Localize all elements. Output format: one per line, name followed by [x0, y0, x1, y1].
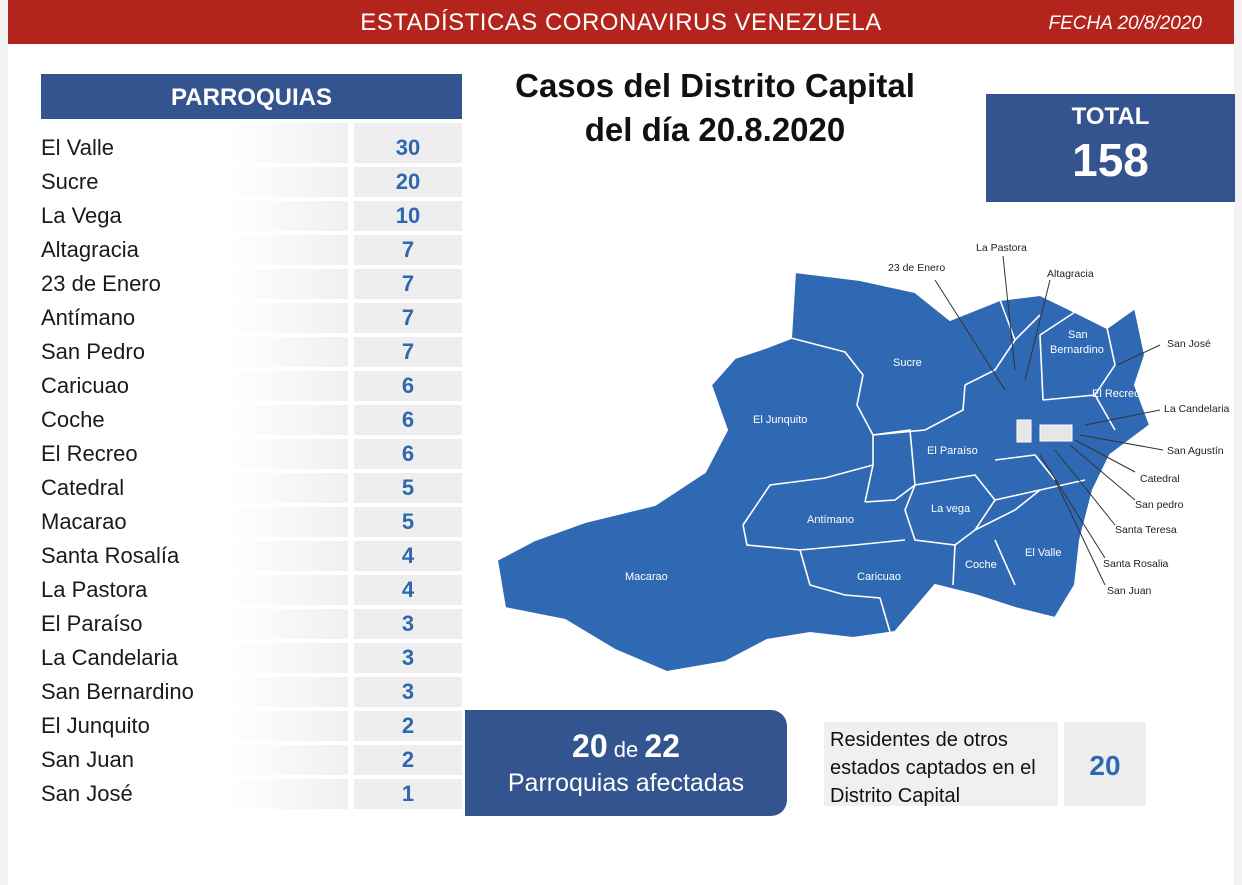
- table-row: [41, 199, 462, 233]
- total-box: [986, 94, 1235, 202]
- header-date: FECHA 20/8/2020: [1048, 13, 1202, 34]
- table-row: [41, 777, 462, 811]
- parish-cases: 7: [354, 269, 462, 299]
- map-shape: [497, 272, 1150, 672]
- map-label-coche: Coche: [965, 559, 997, 571]
- parish-name: Santa Rosalía: [41, 543, 180, 568]
- table-row: [41, 709, 462, 743]
- parish-cases: 10: [354, 201, 462, 231]
- parish-name: El Recreo: [41, 441, 138, 466]
- parish-name: La Candelaria: [41, 645, 178, 670]
- map-label-macarao: Macarao: [625, 571, 668, 583]
- map-label-la-pastora: La Pastora: [976, 242, 1027, 254]
- parish-name: Coche: [41, 407, 105, 432]
- residents-value: 20: [1064, 722, 1146, 806]
- parish-cases: 2: [354, 711, 462, 741]
- page-title: [480, 64, 950, 152]
- table-row: [41, 403, 462, 437]
- parish-name: La Vega: [41, 203, 122, 228]
- map-label-san-bernardino-2: Bernardino: [1050, 344, 1104, 356]
- parish-cases: 6: [354, 439, 462, 469]
- total-value: 158: [1072, 134, 1149, 186]
- parish-name: San Pedro: [41, 339, 145, 364]
- parish-name: El Valle: [41, 135, 114, 160]
- affected-total: 22: [644, 728, 680, 764]
- parish-name: 23 de Enero: [41, 271, 161, 296]
- parish-cases: 3: [354, 643, 462, 673]
- parish-cases: 1: [354, 779, 462, 809]
- map-label-catedral: Catedral: [1140, 473, 1180, 485]
- catedral-area: [1017, 420, 1031, 442]
- map-label-santa-teresa: Santa Teresa: [1115, 524, 1177, 536]
- parish-cases: 30: [354, 123, 462, 163]
- map-label-altagracia: Altagracia: [1047, 268, 1094, 280]
- map-label-el-valle: El Valle: [1025, 547, 1062, 559]
- map-label-san-jose: San José: [1167, 338, 1211, 350]
- table-row: [41, 471, 462, 505]
- parish-cases: 6: [354, 371, 462, 401]
- map-label-santa-rosalia: Santa Rosalia: [1103, 558, 1169, 570]
- residents-line1: Residentes de otros: [830, 729, 1008, 751]
- table-row: [41, 675, 462, 709]
- parish-cases: 7: [354, 235, 462, 265]
- map-label-san-pedro: San pedro: [1135, 499, 1184, 511]
- parish-cases: 5: [354, 473, 462, 503]
- table-row: [41, 233, 462, 267]
- map-label-el-junquito: El Junquito: [753, 414, 808, 426]
- parish-cases: 2: [354, 745, 462, 775]
- parish-name: Catedral: [41, 475, 125, 500]
- map-label-el-recreo: El Recreo: [1092, 388, 1141, 400]
- table-row: [41, 573, 462, 607]
- total-label: TOTAL: [1071, 103, 1150, 130]
- affected-label: Parroquias afectadas: [507, 769, 745, 797]
- map-label-la-vega: La vega: [931, 503, 971, 515]
- table-row: [41, 121, 462, 165]
- parishes-map: [495, 240, 1240, 680]
- parish-name: Caricuao: [41, 373, 130, 398]
- parish-name: San José: [41, 781, 133, 806]
- affected-connector: de: [613, 737, 639, 762]
- affected-count-line: [465, 728, 787, 765]
- parish-name: El Paraíso: [41, 611, 143, 636]
- table-row: [41, 505, 462, 539]
- map-label-el-paraiso: El Paraíso: [927, 445, 978, 457]
- map-label-san-juan: San Juan: [1107, 585, 1152, 597]
- affected-count: 20: [572, 728, 608, 764]
- table-row: [41, 539, 462, 573]
- parish-cases: 3: [354, 609, 462, 639]
- parish-cases: 7: [354, 337, 462, 367]
- residents-line3: Distrito Capital: [830, 785, 961, 807]
- parish-cases: 3: [354, 677, 462, 707]
- map-label-caricuao: Caricuao: [857, 571, 902, 583]
- page-title-line2: del día 20.8.2020: [584, 111, 846, 148]
- affected-parishes-box: [465, 710, 787, 816]
- map-label-23-de-enero: 23 de Enero: [888, 262, 946, 274]
- parish-cases: 4: [354, 541, 462, 571]
- parish-cases: 6: [354, 405, 462, 435]
- header-bar: [8, 0, 1234, 44]
- parish-name: El Junquito: [41, 713, 150, 738]
- candelaria-area: [1040, 425, 1072, 441]
- map-label-antimano: Antímano: [807, 514, 855, 526]
- table-row: [41, 301, 462, 335]
- parish-name: La Pastora: [41, 577, 148, 602]
- parish-name: San Juan: [41, 747, 134, 772]
- parish-name: Antímano: [41, 305, 136, 330]
- residents-line2: estados captados en el: [830, 757, 1036, 779]
- table-row: [41, 335, 462, 369]
- parish-name: Altagracia: [41, 237, 139, 262]
- parish-cases: 4: [354, 575, 462, 605]
- table-row: [41, 607, 462, 641]
- page-title-line1: Casos del Distrito Capital: [515, 67, 915, 104]
- table-row: [41, 641, 462, 675]
- table-row: [41, 165, 462, 199]
- parishes-table: [41, 121, 462, 811]
- table-row: [41, 369, 462, 403]
- map-label-la-candelaria: La Candelaria: [1164, 403, 1230, 415]
- parish-name: San Bernardino: [41, 679, 194, 704]
- parishes-table-heading: PARROQUIAS: [41, 74, 462, 119]
- parish-cases: 5: [354, 507, 462, 537]
- table-row: [41, 743, 462, 777]
- parish-cases: 20: [354, 167, 462, 197]
- district-shape: [497, 272, 1150, 672]
- table-row: [41, 437, 462, 471]
- map-label-san-agustin: San Agustín: [1167, 445, 1224, 457]
- header-title: ESTADÍSTICAS CORONAVIRUS VENEZUELA: [360, 9, 882, 36]
- parish-name: Macarao: [41, 509, 127, 534]
- parish-cases: 7: [354, 303, 462, 333]
- residents-label-box: [824, 722, 1058, 806]
- map-label-san-bernardino-1: San: [1068, 329, 1088, 341]
- map-label-sucre: Sucre: [893, 357, 922, 369]
- table-row: [41, 267, 462, 301]
- parish-name: Sucre: [41, 169, 99, 194]
